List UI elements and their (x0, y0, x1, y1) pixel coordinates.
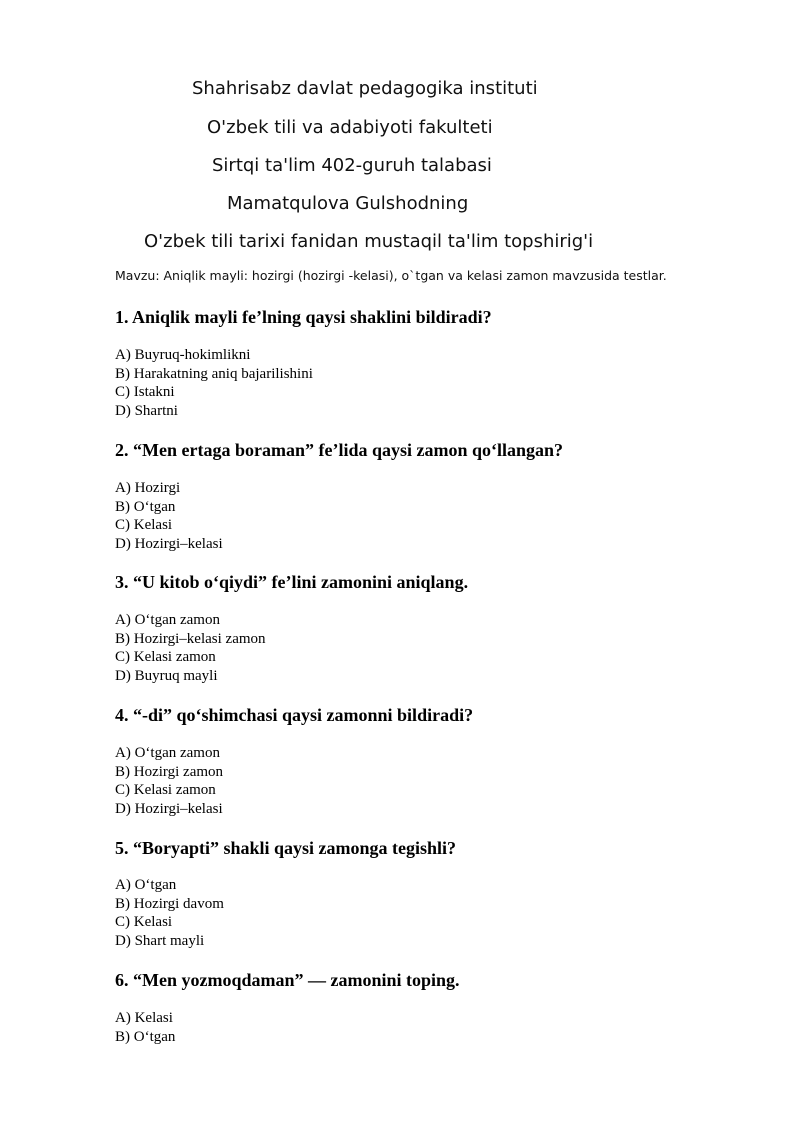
option-a: A) O‘tgan zamon (115, 612, 220, 628)
question-2: 2. “Men ertaga boraman” fe’lida qaysi zamon qo‘llangan? (115, 440, 563, 460)
question-4-options (115, 744, 223, 818)
question-5: 5. “Boryapti” shakli qaysi zamonga tegishli? (115, 838, 457, 858)
option-b: B) O‘tgan (115, 1028, 176, 1045)
option-d: D) Buyruq mayli (115, 667, 218, 684)
option-a: A) Kelasi (115, 1010, 173, 1026)
option-b: B) Hozirgi zamon (115, 763, 224, 780)
question-2-options (115, 479, 223, 553)
option-a: A) Buyruq-hokimlikni (115, 347, 251, 363)
assignment-title: O'zbek tili tarixi fanidan mustaqil ta'lim topshirig'i (144, 231, 594, 252)
question-1: 1. Aniqlik mayli fe’lning qaysi shaklini bildiradi? (115, 307, 492, 327)
question-3-options (115, 611, 266, 685)
option-d: D) Hozirgi–kelasi (115, 800, 223, 817)
topic-line: Mavzu: Aniqlik mayli: hozirgi (hozirgi -kelasi), o`tgan va kelasi zamon mavzusida testlar. (115, 268, 667, 283)
question-5-options (115, 876, 224, 950)
option-d: D) Shartni (115, 402, 178, 419)
option-b: B) Hozirgi–kelasi zamon (115, 630, 266, 647)
option-c: C) Kelasi (115, 517, 173, 534)
option-c: C) Kelasi zamon (115, 782, 216, 799)
faculty-name: O'zbek tili va adabiyoti fakulteti (207, 117, 493, 138)
question-4: 4. “-di” qo‘shimchasi qaysi zamonni bildiradi? (115, 705, 474, 725)
option-b: B) Hozirgi davom (115, 895, 224, 912)
student-group: Sirtqi ta'lim 402-guruh talabasi (212, 155, 492, 176)
option-c: C) Kelasi (115, 914, 173, 931)
option-a: A) O‘tgan (115, 877, 177, 893)
option-a: A) O‘tgan zamon (115, 745, 220, 761)
option-d: D) Shart mayli (115, 932, 205, 949)
option-d: D) Hozirgi–kelasi (115, 535, 223, 552)
option-b: B) Harakatning aniq bajarilishini (115, 365, 313, 382)
question-3: 3. “U kitob o‘qiydi” fe’lini zamonini aniqlang. (115, 572, 469, 592)
institute-name: Shahrisabz davlat pedagogika instituti (192, 78, 538, 99)
question-6: 6. “Men yozmoqdaman” — zamonini toping. (115, 970, 460, 990)
option-c: C) Istakni (115, 384, 175, 401)
student-name: Mamatqulova Gulshodning (227, 193, 469, 214)
question-6-options (115, 1009, 175, 1046)
option-a: A) Hozirgi (115, 480, 181, 496)
question-1-options (115, 346, 313, 420)
option-b: B) O‘tgan (115, 498, 176, 515)
option-c: C) Kelasi zamon (115, 649, 216, 666)
